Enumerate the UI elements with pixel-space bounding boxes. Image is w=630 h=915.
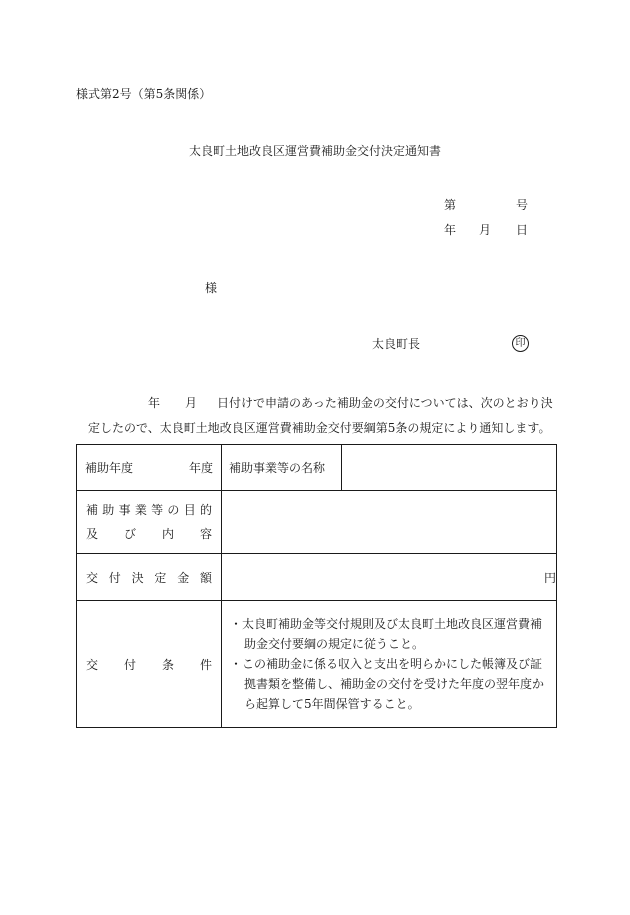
name-label: 補助事業等の名称 bbox=[222, 445, 342, 490]
year-unit: 年度 bbox=[188, 461, 213, 475]
purpose-label-char: 業 bbox=[134, 503, 147, 517]
amount-label-char: 決 bbox=[131, 570, 144, 585]
purpose-label bbox=[77, 491, 222, 554]
amount-unit: 円 bbox=[543, 570, 556, 585]
purpose-label-char: 事 bbox=[118, 503, 131, 517]
amount-label-char: 額 bbox=[199, 570, 212, 585]
ref-dai: 第 bbox=[444, 198, 457, 212]
form-number: 様式第2号（第5条関係） bbox=[76, 87, 212, 101]
conditions-label-char: 条 bbox=[161, 657, 174, 672]
amount-label bbox=[77, 554, 222, 601]
conditions-label-char: 交 bbox=[86, 657, 99, 672]
purpose-label-line-1 bbox=[86, 498, 212, 522]
purpose-label-char: 的 bbox=[199, 503, 212, 517]
year-cell bbox=[77, 445, 222, 491]
conditions-label-char: 件 bbox=[199, 657, 212, 672]
purpose-label-char: 補 bbox=[86, 503, 99, 517]
body-month: 月 bbox=[185, 396, 198, 410]
body-line-1: 日付けで申請のあった補助金の交付については、次のとおり決 bbox=[217, 396, 553, 410]
ref-go: 号 bbox=[516, 198, 529, 212]
purpose-label-char: 助 bbox=[102, 503, 115, 517]
purpose-label-char: の bbox=[167, 503, 180, 517]
seal-mark: 印 bbox=[512, 335, 529, 352]
purpose-label-char: び bbox=[123, 527, 136, 541]
row-amount bbox=[77, 554, 557, 601]
purpose-label-char: 容 bbox=[199, 527, 212, 541]
date-month: 月 bbox=[479, 223, 492, 237]
row-conditions bbox=[77, 601, 557, 728]
date-year: 年 bbox=[444, 223, 457, 237]
purpose-label-line-2 bbox=[86, 522, 212, 546]
row-purpose bbox=[77, 491, 557, 554]
amount-label-char: 交 bbox=[86, 570, 99, 585]
purpose-label-char: 及 bbox=[86, 527, 99, 541]
conditions-label-char: 付 bbox=[123, 657, 136, 672]
body-line-2: 定したので、太良町土地改良区運営費補助金交付要綱第5条の規定により通知します。 bbox=[88, 421, 551, 435]
amount-value[interactable] bbox=[222, 554, 557, 601]
amount-label-char: 定 bbox=[154, 570, 167, 585]
amount-label-char: 付 bbox=[108, 570, 121, 585]
name-value[interactable] bbox=[342, 445, 556, 490]
conditions-label bbox=[77, 601, 222, 728]
subsidy-table bbox=[76, 444, 557, 728]
condition-item: ・太良町補助金等交付規則及び太良町土地改良区運営費補助金交付要綱の規定に従うこと。 bbox=[230, 617, 543, 651]
purpose-label-char: 等 bbox=[151, 503, 164, 517]
condition-item: ・この補助金に係る収入と支出を明らかにした帳簿及び証拠書類を整備し、補助金の交付を受けた年度の翌年度から起算して5年間保管すること。 bbox=[230, 657, 545, 711]
purpose-label-char: 目 bbox=[183, 503, 196, 517]
document-title: 太良町土地改良区運営費補助金交付決定通知書 bbox=[188, 144, 441, 158]
issuer-name: 太良町長 bbox=[372, 337, 421, 351]
row-year-name bbox=[77, 445, 557, 491]
conditions-value bbox=[222, 601, 557, 728]
name-cell bbox=[222, 445, 557, 491]
body-year: 年 bbox=[148, 396, 161, 410]
addressee-suffix: 様 bbox=[205, 281, 218, 295]
date-day: 日 bbox=[516, 223, 529, 237]
purpose-label-char: 内 bbox=[161, 527, 174, 541]
amount-label-char: 金 bbox=[177, 570, 190, 585]
purpose-value[interactable] bbox=[222, 491, 557, 554]
year-label: 補助年度 bbox=[85, 461, 134, 475]
